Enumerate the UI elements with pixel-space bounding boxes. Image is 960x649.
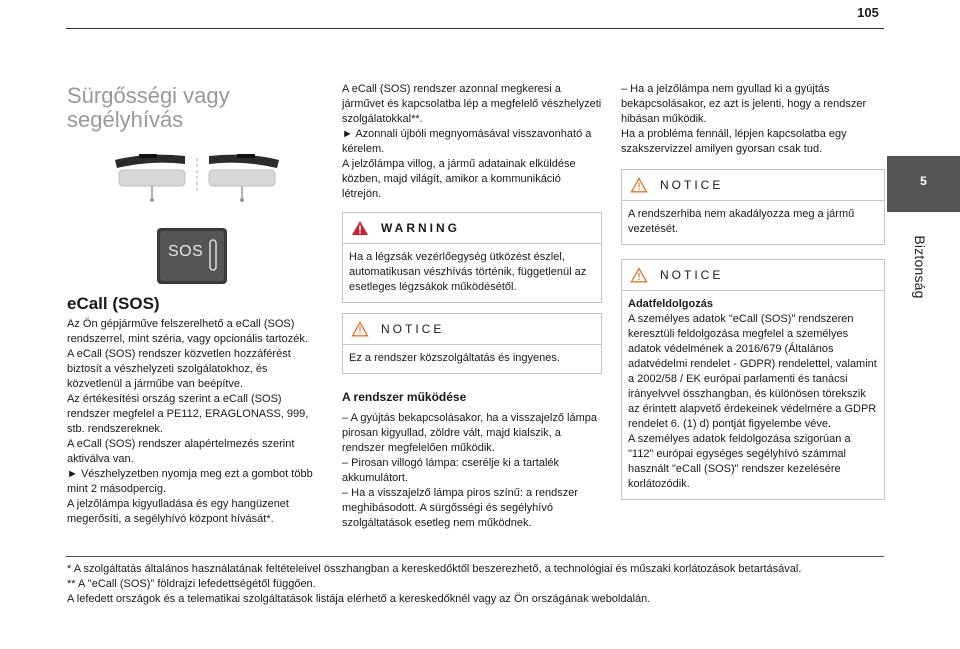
overhead-console-illustration xyxy=(67,140,322,288)
ecall-intro-text: Az Ön gépjárműve felszerelhető a eCall (SOS) rendszerrel, mint széria, vagy opcionális tartozék. A eCall (SOS) rendszer közvetlen hozzáférést biztosít a vészhelyzeti szolgálatokhoz, és közvetlenül a járműbe van beépítve. Az értékesítési ország szerint a eCall (SOS) rendszer megfelel a PE112, ERAGLONASS, 999, stb. rendszereknek. A eCall (SOS) rendszer alapértelmezés szerint aktiválva van. ► Vészhelyzetben nyomja meg ezt a gombot több mint 2 másodpercig. A jelzőlámpa kigyulladása és egy hangüzenet megerősíti, a segélyhívó központ hívását*. xyxy=(67,318,313,525)
notice-triangle-icon xyxy=(351,321,369,337)
footnote: A lefedett országok és a telematikai szolgáltatások listája elérhető a kereskedőknél vagy az Ön országának weboldalán. xyxy=(67,593,651,605)
operation-list xyxy=(342,411,602,531)
sos-label: SOS xyxy=(168,243,204,260)
notice-triangle-icon xyxy=(630,177,648,193)
chapter-label: Biztonság xyxy=(912,235,928,299)
header-divider xyxy=(66,28,884,29)
notice-text: A rendszerhiba nem akadályozza meg a jármű vezetését. xyxy=(628,208,855,235)
footnotes xyxy=(67,562,885,607)
data-processing-text: Adatfeldolgozás A személyes adatok "eCall (SOS)" rendszeren keresztüli feldolgozása megfelel a személyes adatok védelmének a 2016/679 (Általános adatvédelmi rendelet - GDPR) rendelettel, valamint a 2002/58 / EK európai parlamenti és tanácsi irányelvvel összhangban, és különösen törekszik az érintett alapvető érdekeinek védelmére a GDPR rendelet 6. (1) d) pontját figyelembe véve. A személyes adatok feldolgozása szigorúan a "112" európai egységes segélyhívó számmal használt "eCall (SOS)" rendszer kezelésére korlátozódik. xyxy=(628,298,877,490)
notice-header xyxy=(622,170,884,201)
column-3 xyxy=(621,82,885,500)
footnote: ** A "eCall (SOS)" földrajzi lefedettségétől függően. xyxy=(67,578,316,590)
console-left-icon xyxy=(115,154,185,202)
console-right-icon xyxy=(209,154,279,202)
footer-divider xyxy=(66,556,884,557)
notice-box-2 xyxy=(621,259,885,500)
warning-text: Ha a légzsák vezérlőegység ütközést észlel, automatikusan vészhívás történik, függetlenül az esetleges légzsákok működésétől. xyxy=(349,251,587,293)
notice-box xyxy=(342,313,602,374)
warning-box xyxy=(342,212,602,303)
footnote: * A szolgáltatás általános használatának feltételeivel összhangban a kereskedőktől beszerezhető, a technológiai és műszaki korlátozások betartásával. xyxy=(67,563,802,575)
page-number: 105 xyxy=(857,5,879,20)
operation-continued-text: – Ha a jelzőlámpa nem gyullad ki a gyújtás bekapcsolásakor, ez azt is jelenti, hogy a rendszer hibásan működik. Ha a probléma fennáll, lépjen kapcsolatba egy szakszervizzel amilyen gyorsan csak tud. xyxy=(621,83,867,155)
chapter-number: 5 xyxy=(920,174,927,188)
sos-button-illustration xyxy=(67,140,322,288)
notice-triangle-icon xyxy=(630,267,648,283)
warning-header xyxy=(343,213,601,244)
warning-label: WARNING xyxy=(381,220,460,235)
notice-box-1 xyxy=(621,169,885,245)
section-title: Sürgősségi vagy segélyhívás xyxy=(67,83,230,132)
list-item: – Ha a visszajelző lámpa piros színű: a rendszer meghibásodott. A sürgősségi és segélyhívó szolgáltatások esetleg nem működnek. xyxy=(342,487,578,529)
notice-text: Ez a rendszer közszolgáltatás és ingyenes. xyxy=(349,352,560,364)
notice-label: NOTICE xyxy=(660,177,724,192)
list-item: – A gyújtás bekapcsolásakor, ha a visszajelző lámpa pirosan kigyullad, zöldre vált, majd kialszik, a rendszer megfelelően működik. xyxy=(342,412,597,454)
list-item: – Pirosan villogó lámpa: cserélje ki a tartalék akkumulátort. xyxy=(342,457,560,484)
notice-label: NOTICE xyxy=(660,267,724,282)
notice-title: Adatfeldolgozás xyxy=(628,298,713,310)
heading-ecall: eCall (SOS) xyxy=(67,294,160,313)
ecall-continued-text: A eCall (SOS) rendszer azonnal megkeresi a járművet és kapcsolatba lép a megfelelő vészhelyzeti szolgálatokkal**. ► Azonnali újbóli megnyomásával visszavonható a kérelem. A jelzőlámpa villog, a jármű adatainak elküldése közben, majd világít, amikor a kommunikáció létrejön. xyxy=(342,83,602,200)
subheading-operation: A rendszer működése xyxy=(342,390,467,404)
column-1 xyxy=(67,84,322,527)
notice-header xyxy=(343,314,601,345)
warning-triangle-icon xyxy=(351,220,369,236)
notice-label: NOTICE xyxy=(381,321,445,336)
column-2 xyxy=(342,82,602,531)
notice-header xyxy=(622,260,884,291)
